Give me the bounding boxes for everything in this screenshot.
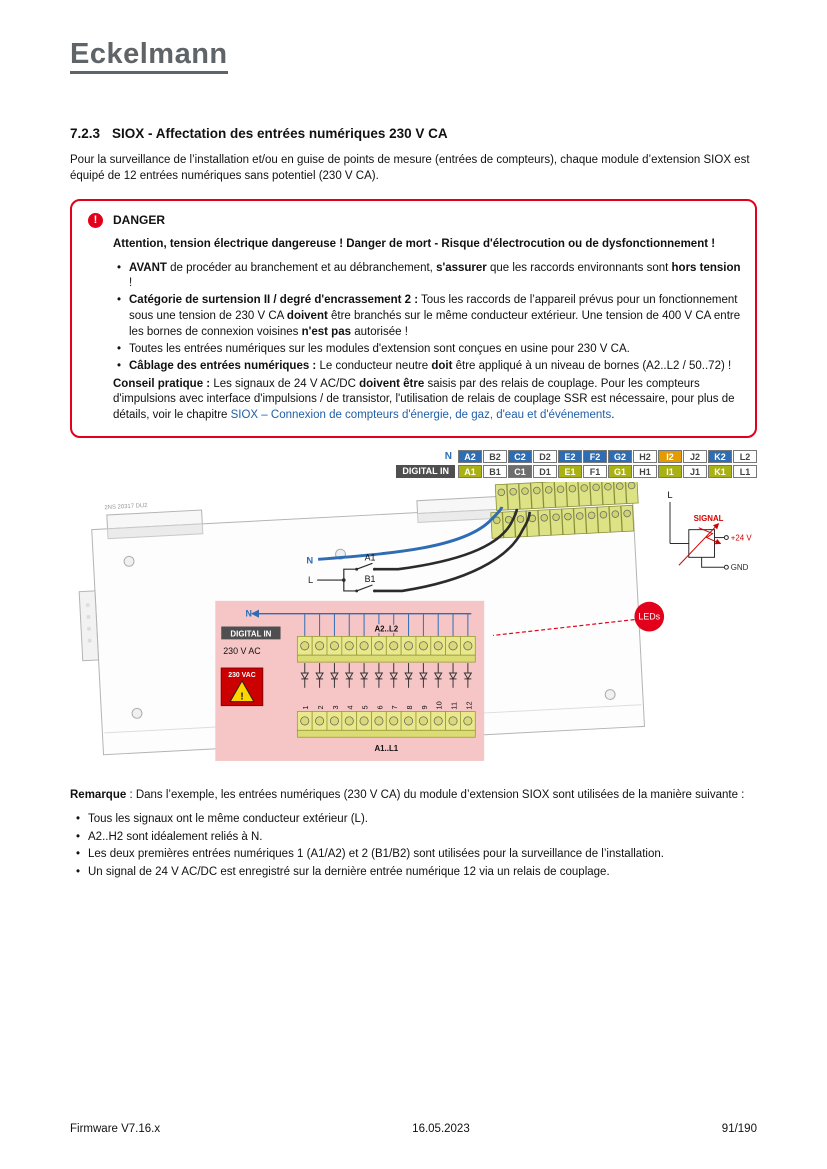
terminal-label-g1: G1 — [608, 465, 632, 478]
danger-title: DANGER — [113, 213, 166, 228]
section-heading — [70, 126, 757, 141]
input-number: 3 — [330, 705, 340, 710]
input-number: 9 — [419, 705, 429, 710]
terminal-label-a1: A1 — [458, 465, 482, 478]
input-number: 12 — [464, 701, 474, 710]
voltage-warning-badge — [221, 668, 263, 706]
footer-date: 16.05.2023 — [412, 1123, 470, 1135]
terminal-label-rows — [70, 450, 757, 478]
terminal-label-k2: K2 — [708, 450, 732, 463]
remark-bullet: • Un signal de 24 V AC/DC est enregistré sur la dernière entrée numérique 12 via un relais de couplage. — [76, 865, 757, 881]
danger-bullet: • Toutes les entrées numériques sur les modules d'extension sont conçues en usine pour 230 V CA. — [117, 342, 741, 358]
siox-wiring-diagram — [70, 482, 757, 775]
page-header — [70, 40, 757, 74]
relay-circuit — [667, 489, 752, 572]
wiring-diagram-figure — [70, 482, 757, 778]
leds-label: LEDs — [638, 611, 661, 622]
remark-paragraph: Remarque : Dans l’exemple, les entrées numériques (230 V CA) du module d’extension SIOX sont utilisées de la manière suivante : — [70, 789, 745, 802]
mounting-screw — [605, 689, 615, 699]
page-footer — [70, 1123, 757, 1135]
terminal-label-g2: G2 — [608, 450, 632, 463]
board-part-number: 2NS 20317 DU2 — [104, 503, 148, 512]
side-connector — [79, 591, 98, 661]
relay-l-label: L — [667, 489, 673, 501]
terminal-row-x2 — [445, 450, 757, 463]
inset-voltage-label: 230 V AC — [223, 646, 261, 657]
terminal-label-i1: I1 — [658, 465, 682, 478]
inset-digital-in-label: DIGITAL IN — [230, 629, 272, 639]
warning-badge-text: 230 VAC — [228, 672, 256, 680]
terminal-label-h2: H2 — [633, 450, 657, 463]
mounting-screw — [124, 556, 134, 566]
terminal-label-f1: F1 — [583, 465, 607, 478]
remark-bullet-list — [76, 812, 757, 880]
terminal-label-k1: K1 — [708, 465, 732, 478]
section-number: 7.2.3 — [70, 126, 101, 141]
coupling-relay-box — [689, 530, 715, 558]
terminal-label-h1: H1 — [633, 465, 657, 478]
remark-bullet: • A2..H2 sont idéalement reliés à N. — [76, 830, 757, 846]
footer-firmware: Firmware V7.16.x — [70, 1123, 161, 1135]
n-prefix-label: N — [444, 451, 452, 463]
input-number: 11 — [449, 702, 459, 710]
digital-in-prefix-label: DIGITAL IN — [396, 465, 455, 478]
danger-header — [88, 213, 741, 228]
danger-bullet: • AVANT de procéder au branchement et au débranchement, s'assurer que les raccords environnants sont hors tension ! — [117, 261, 741, 293]
terminal-label-d1: D1 — [533, 465, 557, 478]
danger-notice-box — [70, 199, 757, 438]
input-number: 2 — [316, 705, 326, 710]
eckelmann-logo: Eckelmann — [70, 40, 228, 74]
danger-headline: Attention, tension électrique dangereuse ! Danger de mort - Risque d'électrocution ou de dysfonctionnement ! — [113, 237, 716, 250]
signal-label: SIGNAL — [693, 513, 724, 523]
input-number: 7 — [390, 705, 400, 710]
danger-bullet: • Câblage des entrées numériques : Le conducteur neutre doit être appliqué à un niveau de bornes (A2..L2 / 50..72) ! — [117, 359, 741, 375]
terminal-label-j1: J1 — [683, 465, 707, 478]
plus24v-label: +24 V — [730, 533, 752, 543]
n-wire-label: N — [306, 554, 314, 566]
section-title-text: SIOX - Affectation des entrées numériques 230 V CA — [112, 126, 448, 141]
terminal-label-j2: J2 — [683, 450, 707, 463]
terminal-label-f2: F2 — [583, 450, 607, 463]
terminal-label-b1: B1 — [483, 465, 507, 478]
terminal-label-b2: B2 — [483, 450, 507, 463]
terminal-label-a2: A2 — [458, 450, 482, 463]
terminal-label-i2: I2 — [658, 450, 682, 463]
terminal-label-e2: E2 — [558, 450, 582, 463]
l-wire-label: L — [307, 574, 314, 586]
terminal-label-l2: L2 — [733, 450, 757, 463]
conseil-paragraph: Conseil pratique : Les signaux de 24 V AC/DC doivent être saisis par des relais de couplage. Pour les compteurs d'impulsions avec interface d'impulsions / de transistor, l'utilisation de relais de couplage SSR est nécessaire, pour plus de détails, voir le chapitre SIOX – Connexion de compteurs d'énergie, de gaz, d'eau et d'événements. — [113, 377, 735, 422]
terminal-label-e1: E1 — [558, 465, 582, 478]
remark-bullet: • Tous les signaux ont le même conducteur extérieur (L). — [76, 812, 757, 828]
terminal-label-l1: L1 — [733, 465, 757, 478]
danger-body — [113, 237, 741, 424]
inset-row-top-label: A2..L2 — [374, 624, 399, 634]
gnd-label: GND — [730, 563, 749, 573]
warning-exclamation-icon: ! — [240, 691, 244, 703]
input-number: 5 — [360, 705, 370, 710]
input-number: 8 — [405, 705, 415, 710]
chapter-link[interactable]: SIOX – Connexion de compteurs d'énergie, de gaz, d'eau et d'événements — [230, 409, 612, 422]
danger-bullet: • Catégorie de surtension II / degré d'encrassement 2 : Tous les raccords de l’appareil prévus pour un fonctionnement sous une tension de 230 V CA doivent être branchés sur le même conducteur extérieur. Une tension de 400 V CA entre les bornes de connexion voisines n'est pas autorisée ! — [117, 293, 741, 341]
inset-terminal-strip-top — [297, 637, 475, 663]
footer-page-number: 91/190 — [721, 1123, 757, 1135]
intro-paragraph: Pour la surveillance de l’installation et/ou en guise de points de mesure (entrées de compteurs), chaque module d’extension SIOX est équipé de 12 entrées numériques sans potentiel (230 V CA). — [70, 154, 750, 182]
remark-bullet: • Les deux premières entrées numériques 1 (A1/A2) et 2 (B1/B2) sont utilisées pour la surveillance de l’installation. — [76, 847, 757, 863]
input-number: 1 — [301, 705, 311, 710]
danger-warning-icon: ! — [88, 213, 103, 228]
input-number: 10 — [434, 701, 444, 710]
terminal-label-c2: C2 — [508, 450, 532, 463]
mounting-screw — [132, 708, 142, 718]
input-number: 4 — [345, 705, 355, 710]
inset-n-label: N — [245, 608, 252, 619]
input-number: 6 — [375, 705, 385, 710]
inset-terminal-strip-bottom — [297, 712, 475, 738]
digital-in-inset — [215, 601, 484, 761]
terminal-label-c1: C1 — [508, 465, 532, 478]
terminal-label-d2: D2 — [533, 450, 557, 463]
terminal-row-x1 — [396, 465, 757, 478]
switch-a1-label: A1 — [364, 552, 376, 563]
danger-bullet-list — [117, 261, 741, 375]
inset-row-bottom-label: A1..L1 — [374, 744, 399, 754]
switch-b1-label: B1 — [364, 574, 376, 585]
connector-strip-middle — [417, 497, 501, 523]
connector-strip-left — [107, 510, 203, 539]
